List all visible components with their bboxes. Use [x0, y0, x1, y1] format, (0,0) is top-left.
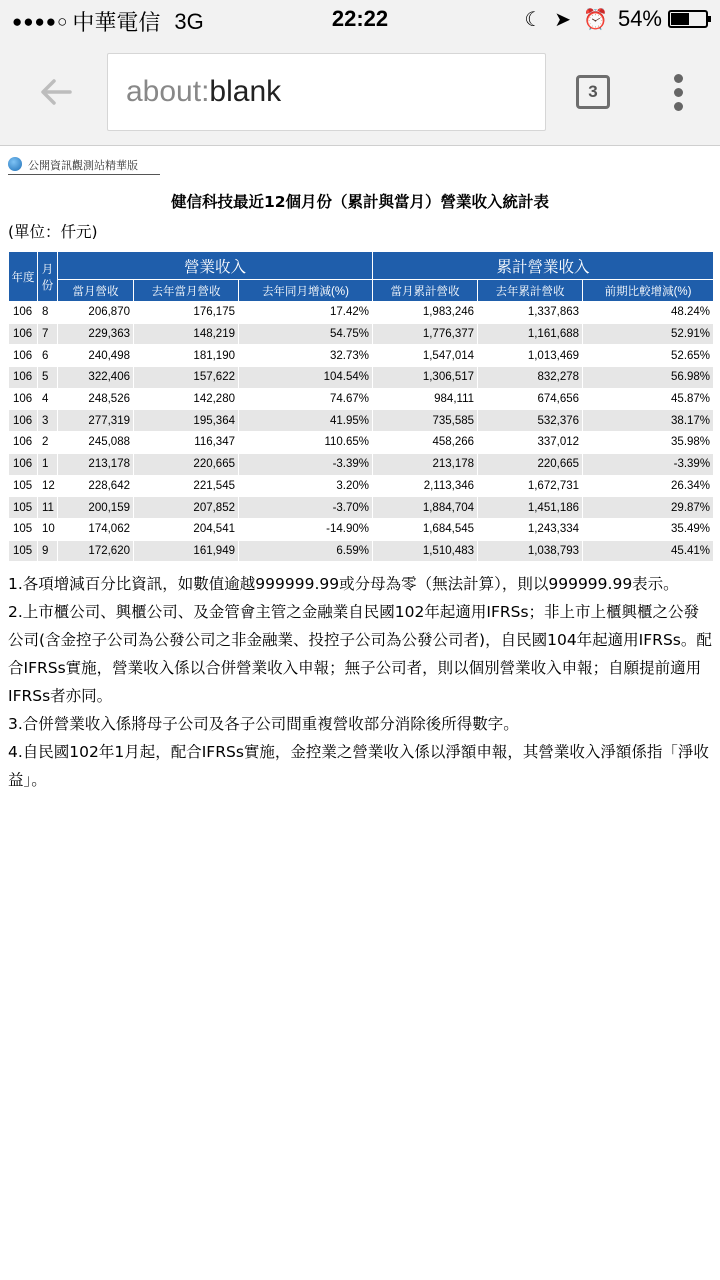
address-bar[interactable] — [107, 53, 546, 131]
value-cell: 2,113,346 — [373, 475, 478, 497]
year-cell: 106 — [9, 432, 38, 454]
value-cell: 220,665 — [478, 453, 583, 475]
url-path: blank — [209, 75, 282, 108]
table-row — [9, 497, 714, 519]
value-cell: 248,526 — [58, 388, 134, 410]
value-cell: 229,363 — [58, 323, 134, 345]
value-cell: 240,498 — [58, 345, 134, 367]
year-cell: 106 — [9, 410, 38, 432]
value-cell: 41.95% — [239, 410, 373, 432]
value-cell: 174,062 — [58, 518, 134, 540]
value-cell: 1,243,334 — [478, 518, 583, 540]
battery-icon — [668, 10, 708, 28]
moon-icon: ☾ — [524, 8, 543, 31]
value-cell: 176,175 — [134, 302, 239, 324]
value-cell: 1,547,014 — [373, 345, 478, 367]
value-cell: -3.39% — [583, 453, 714, 475]
table-row — [9, 302, 714, 324]
overflow-menu-icon[interactable] — [671, 74, 685, 112]
value-cell: 52.91% — [583, 323, 714, 345]
value-cell: 45.41% — [583, 540, 714, 562]
value-cell: 1,983,246 — [373, 302, 478, 324]
table-row — [9, 367, 714, 389]
site-link[interactable] — [8, 157, 160, 175]
value-cell: 228,642 — [58, 475, 134, 497]
value-cell: 735,585 — [373, 410, 478, 432]
cumulative-revenue-header: 累計營業收入 — [373, 252, 714, 280]
value-cell: 532,376 — [478, 410, 583, 432]
month-cell: 4 — [38, 388, 58, 410]
value-cell: 1,306,517 — [373, 367, 478, 389]
value-cell: 110.65% — [239, 432, 373, 454]
month-cell: 5 — [38, 367, 58, 389]
value-cell: 1,884,704 — [373, 497, 478, 519]
column-header: 去年當月營收 — [134, 280, 239, 302]
network-type: 3G — [174, 8, 204, 34]
year-cell: 105 — [9, 540, 38, 562]
revenue-table — [8, 251, 714, 562]
column-header: 當月營收 — [58, 280, 134, 302]
value-cell: 54.75% — [239, 323, 373, 345]
month-cell: 7 — [38, 323, 58, 345]
value-cell: 220,665 — [134, 453, 239, 475]
value-cell: 213,178 — [58, 453, 134, 475]
value-cell: 157,622 — [134, 367, 239, 389]
column-header: 前期比較增減(%) — [583, 280, 714, 302]
value-cell: 277,319 — [58, 410, 134, 432]
value-cell: 213,178 — [373, 453, 478, 475]
value-cell: 6.59% — [239, 540, 373, 562]
month-cell: 1 — [38, 453, 58, 475]
month-cell: 10 — [38, 518, 58, 540]
table-row — [9, 453, 714, 475]
year-cell: 106 — [9, 453, 38, 475]
year-cell: 106 — [9, 323, 38, 345]
value-cell: 45.87% — [583, 388, 714, 410]
table-row — [9, 410, 714, 432]
battery-percent: 54% — [617, 6, 662, 31]
value-cell: 1,510,483 — [373, 540, 478, 562]
month-cell: 12 — [38, 475, 58, 497]
revenue-table-body — [9, 302, 714, 562]
note-item: 4.自民國102年1月起，配合IFRSs實施，金控業之營業收入係以淨額申報，其營業收入淨額係指「淨收益」。 — [8, 743, 709, 789]
column-header: 當月累計營收 — [373, 280, 478, 302]
table-row — [9, 518, 714, 540]
value-cell: 245,088 — [58, 432, 134, 454]
value-cell: 1,451,186 — [478, 497, 583, 519]
month-cell: 6 — [38, 345, 58, 367]
year-cell: 105 — [9, 475, 38, 497]
year-cell: 105 — [9, 518, 38, 540]
value-cell: 200,159 — [58, 497, 134, 519]
value-cell: 3.20% — [239, 475, 373, 497]
month-cell: 8 — [38, 302, 58, 324]
value-cell: 204,541 — [134, 518, 239, 540]
battery-fill — [671, 13, 689, 25]
tab-switcher-button[interactable]: 3 — [576, 75, 610, 109]
value-cell: 337,012 — [478, 432, 583, 454]
alarm-icon: ⏰ — [583, 8, 608, 31]
year-cell: 106 — [9, 367, 38, 389]
value-cell: 161,949 — [134, 540, 239, 562]
notes — [8, 570, 714, 794]
value-cell: 1,161,688 — [478, 323, 583, 345]
table-row — [9, 345, 714, 367]
column-header: 去年同月增減(%) — [239, 280, 373, 302]
value-cell: 142,280 — [134, 388, 239, 410]
location-arrow-icon: ➤ — [554, 8, 572, 31]
value-cell: 172,620 — [58, 540, 134, 562]
value-cell: 1,672,731 — [478, 475, 583, 497]
value-cell: 35.98% — [583, 432, 714, 454]
month-cell: 9 — [38, 540, 58, 562]
month-cell: 3 — [38, 410, 58, 432]
year-cell: 106 — [9, 302, 38, 324]
value-cell: 26.34% — [583, 475, 714, 497]
value-cell: 207,852 — [134, 497, 239, 519]
back-arrow-icon[interactable] — [36, 72, 76, 112]
status-bar — [0, 0, 720, 40]
value-cell: 322,406 — [58, 367, 134, 389]
value-cell: 56.98% — [583, 367, 714, 389]
unit-label: (單位：仟元) — [8, 223, 98, 241]
year-header: 年度 — [9, 252, 38, 302]
value-cell: 29.87% — [583, 497, 714, 519]
column-header: 去年累計營收 — [478, 280, 583, 302]
value-cell: 1,038,793 — [478, 540, 583, 562]
value-cell: 984,111 — [373, 388, 478, 410]
value-cell: 116,347 — [134, 432, 239, 454]
value-cell: 181,190 — [134, 345, 239, 367]
value-cell: 832,278 — [478, 367, 583, 389]
value-cell: 674,656 — [478, 388, 583, 410]
value-cell: -3.70% — [239, 497, 373, 519]
value-cell: 74.67% — [239, 388, 373, 410]
value-cell: 1,776,377 — [373, 323, 478, 345]
table-row — [9, 432, 714, 454]
table-row — [9, 475, 714, 497]
operating-revenue-header: 營業收入 — [58, 252, 373, 280]
value-cell: -3.39% — [239, 453, 373, 475]
note-item: 2.上市櫃公司、興櫃公司、及金管會主管之金融業自民國102年起適用IFRSs；非上市上櫃興櫃之公發公司(含金控子公司為公發公司之非金融業、投控子公司為公發公司者)，自民國104年起適用IFRSs。配合IFRSs實施，營業收入係以合併營業收入申報；無子公司者，則以個別營業收入申報；自願提前適用IFRSs者亦同。 — [8, 603, 712, 705]
value-cell: 52.65% — [583, 345, 714, 367]
value-cell: 458,266 — [373, 432, 478, 454]
value-cell: 35.49% — [583, 518, 714, 540]
year-cell: 106 — [9, 388, 38, 410]
note-item: 1.各項增減百分比資訊，如數值逾越999999.99或分母為零（無法計算），則以999999.99表示。 — [8, 575, 679, 593]
table-row — [9, 323, 714, 345]
month-header: 月份 — [38, 252, 58, 302]
globe-icon — [8, 157, 22, 171]
year-cell: 105 — [9, 497, 38, 519]
carrier-name: 中華電信 — [72, 11, 161, 36]
year-cell: 106 — [9, 345, 38, 367]
value-cell: 195,364 — [134, 410, 239, 432]
value-cell: 206,870 — [58, 302, 134, 324]
page-title: 健信科技最近12個月份（累計與當月）營業收入統計表 — [170, 193, 550, 211]
status-right — [512, 6, 708, 32]
note-item: 3.合併營業收入係將母子公司及各子公司間重複營收部分消除後所得數字。 — [8, 715, 519, 733]
url-scheme: about: — [126, 75, 210, 108]
signal-strength-icon: ●●●●○ — [12, 11, 69, 31]
value-cell: 32.73% — [239, 345, 373, 367]
value-cell: 1,684,545 — [373, 518, 478, 540]
value-cell: 1,337,863 — [478, 302, 583, 324]
value-cell: 17.42% — [239, 302, 373, 324]
month-cell: 2 — [38, 432, 58, 454]
month-cell: 11 — [38, 497, 58, 519]
status-time: 22:22 — [331, 6, 389, 31]
value-cell: 221,545 — [134, 475, 239, 497]
table-row — [9, 388, 714, 410]
value-cell: 104.54% — [239, 367, 373, 389]
value-cell: 48.24% — [583, 302, 714, 324]
value-cell: 38.17% — [583, 410, 714, 432]
browser-toolbar — [0, 40, 720, 146]
value-cell: -14.90% — [239, 518, 373, 540]
value-cell: 148,219 — [134, 323, 239, 345]
value-cell: 1,013,469 — [478, 345, 583, 367]
site-link-label: 公開資訊觀測站精華版 — [28, 159, 138, 172]
table-row — [9, 540, 714, 562]
